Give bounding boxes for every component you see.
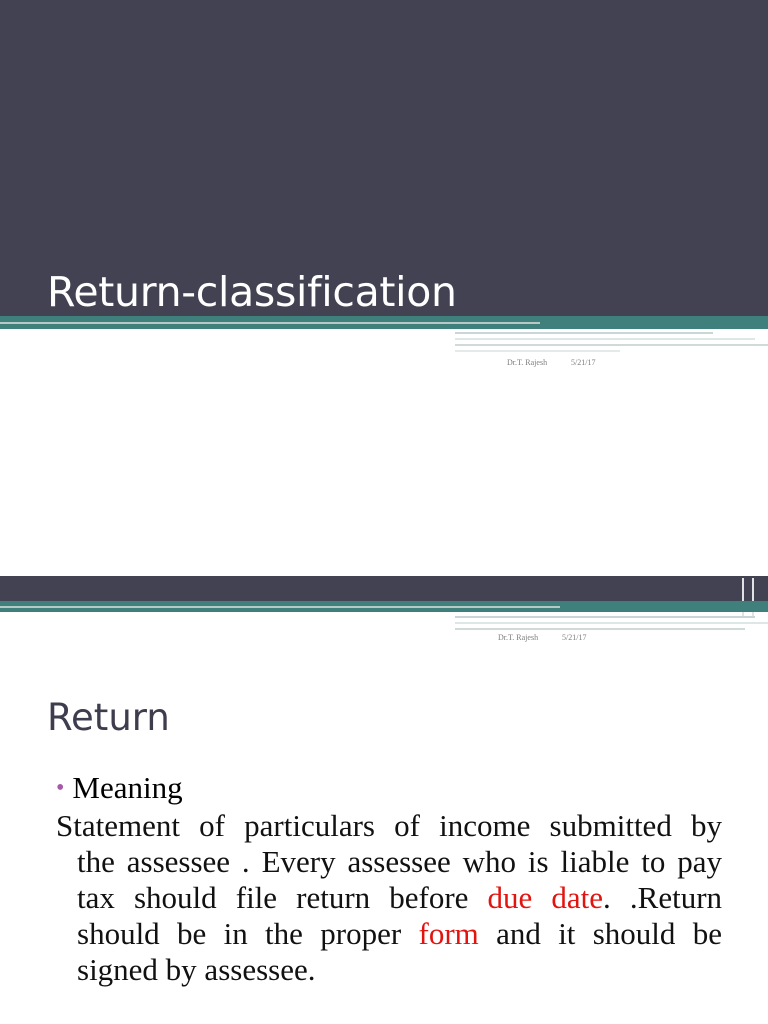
bullet-dot-icon: • — [56, 775, 65, 801]
highlight-form: form — [418, 916, 479, 951]
definition-paragraph — [56, 808, 722, 988]
highlight-due-date: due date — [487, 880, 604, 915]
paragraph-line: signed by assessee. — [77, 952, 316, 987]
slide-1-accent-stripe — [0, 322, 540, 324]
slide-2-accent-stripe — [0, 606, 560, 608]
slide-1-footer-author: Dr.T. Rajesh — [507, 358, 548, 367]
slide-2-accent-stripe — [455, 628, 745, 630]
paragraph-line: the assessee . Every assessee who is liable to pay — [77, 844, 722, 879]
slide-1-accent-stripe — [455, 350, 620, 352]
paragraph-text: should be in the proper — [77, 916, 419, 951]
slide-1-accent-stripe — [455, 338, 755, 340]
paragraph-line: Statement of particulars of income submitted by — [56, 808, 722, 843]
paragraph-line — [77, 880, 722, 916]
slide-2-accent-stripe — [455, 622, 768, 624]
slide-2-footer-date: 5/21/17 — [562, 633, 587, 642]
slide-2-accent-stripe — [455, 616, 755, 618]
paragraph-text: . .Return — [603, 880, 723, 915]
bullet-text: Meaning — [72, 770, 183, 805]
slide-1-accent-stripe — [455, 344, 768, 346]
slide-1-footer-date: 5/21/17 — [571, 358, 596, 367]
paragraph-text: and it should be — [478, 916, 723, 951]
slide-2-header-band — [0, 576, 768, 601]
slide-2-title: Return — [47, 696, 170, 739]
slide-2-accent-stripe — [742, 578, 744, 618]
slide-1-title: Return-classification — [47, 268, 457, 316]
paragraph-line — [77, 916, 722, 952]
slide-2-footer-author: Dr.T. Rajesh — [498, 633, 539, 642]
bullet-item — [56, 770, 183, 806]
slide-1-accent-stripe — [455, 332, 713, 334]
paragraph-text: tax should file return before — [77, 880, 488, 915]
slide-2-accent-stripe — [752, 578, 754, 618]
